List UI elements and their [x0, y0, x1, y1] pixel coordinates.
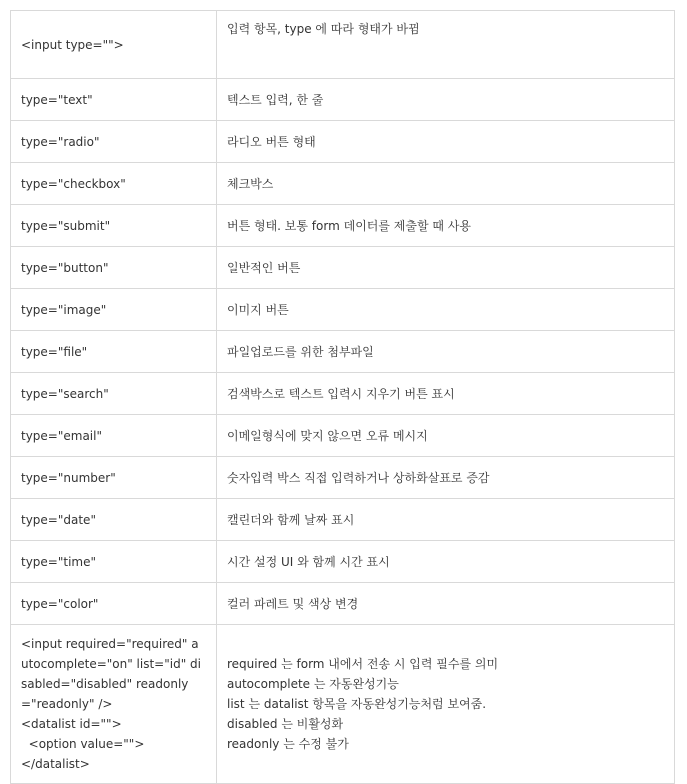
input-type-cell: type="search"	[11, 373, 217, 415]
description-cell: 이미지 버튼	[217, 289, 675, 331]
input-type-cell: type="file"	[11, 331, 217, 373]
input-type-cell: type="date"	[11, 499, 217, 541]
description-cell: 시간 설정 UI 와 함께 시간 표시	[217, 541, 675, 583]
input-type-cell: type="submit"	[11, 205, 217, 247]
description-cell: 버튼 형태. 보통 form 데이터를 제출할 때 사용	[217, 205, 675, 247]
input-type-cell: type="image"	[11, 289, 217, 331]
input-type-cell: type="color"	[11, 583, 217, 625]
content-area	[10, 10, 675, 784]
input-type-cell: type="button"	[11, 247, 217, 289]
input-type-cell: type="checkbox"	[11, 163, 217, 205]
description-cell: 파일업로드를 위한 첨부파일	[217, 331, 675, 373]
table-row	[11, 121, 675, 163]
description-cell: 이메일형식에 맞지 않으면 오류 메시지	[217, 415, 675, 457]
input-type-cell: type="text"	[11, 79, 217, 121]
description-cell: 캘린더와 함께 날짜 표시	[217, 499, 675, 541]
description-cell: 숫자입력 박스 직접 입력하거나 상하화살표로 증감	[217, 457, 675, 499]
table-row	[11, 289, 675, 331]
table-row	[11, 625, 675, 784]
attributes-description-cell: required 는 form 내에서 전송 시 입력 필수를 의미 autocomplete 는 자동완성기능 list 는 datalist 항목을 자동완성기능처럼 보여줌. disabled 는 비활성화 readonly 는 수정 불가	[217, 625, 675, 784]
table-row	[11, 205, 675, 247]
input-type-cell: <input type="">	[11, 11, 217, 79]
table-row	[11, 541, 675, 583]
description-cell: 일반적인 버튼	[217, 247, 675, 289]
description-cell: 입력 항목, type 에 따라 형태가 바뀜	[217, 11, 675, 79]
input-type-cell: type="email"	[11, 415, 217, 457]
description-cell: 검색박스로 텍스트 입력시 지우기 버튼 표시	[217, 373, 675, 415]
table-row	[11, 415, 675, 457]
input-attributes-code-cell: <input required="required" autocomplete="on" list="id" disabled="disabled" readonly="readonly" /> <datalist id=""> <option value=""> </datalist>	[11, 625, 217, 784]
description-cell: 체크박스	[217, 163, 675, 205]
input-type-cell: type="time"	[11, 541, 217, 583]
table-row	[11, 373, 675, 415]
table-row	[11, 583, 675, 625]
input-type-cell: type="radio"	[11, 121, 217, 163]
table-row	[11, 331, 675, 373]
table-row	[11, 163, 675, 205]
table-row	[11, 11, 675, 79]
description-cell: 텍스트 입력, 한 줄	[217, 79, 675, 121]
table-row	[11, 247, 675, 289]
description-cell: 컬러 파레트 및 색상 변경	[217, 583, 675, 625]
table-row	[11, 457, 675, 499]
table-row	[11, 499, 675, 541]
description-cell: 라디오 버튼 형태	[217, 121, 675, 163]
input-type-reference-table	[10, 10, 675, 784]
table-row	[11, 79, 675, 121]
input-type-cell: type="number"	[11, 457, 217, 499]
